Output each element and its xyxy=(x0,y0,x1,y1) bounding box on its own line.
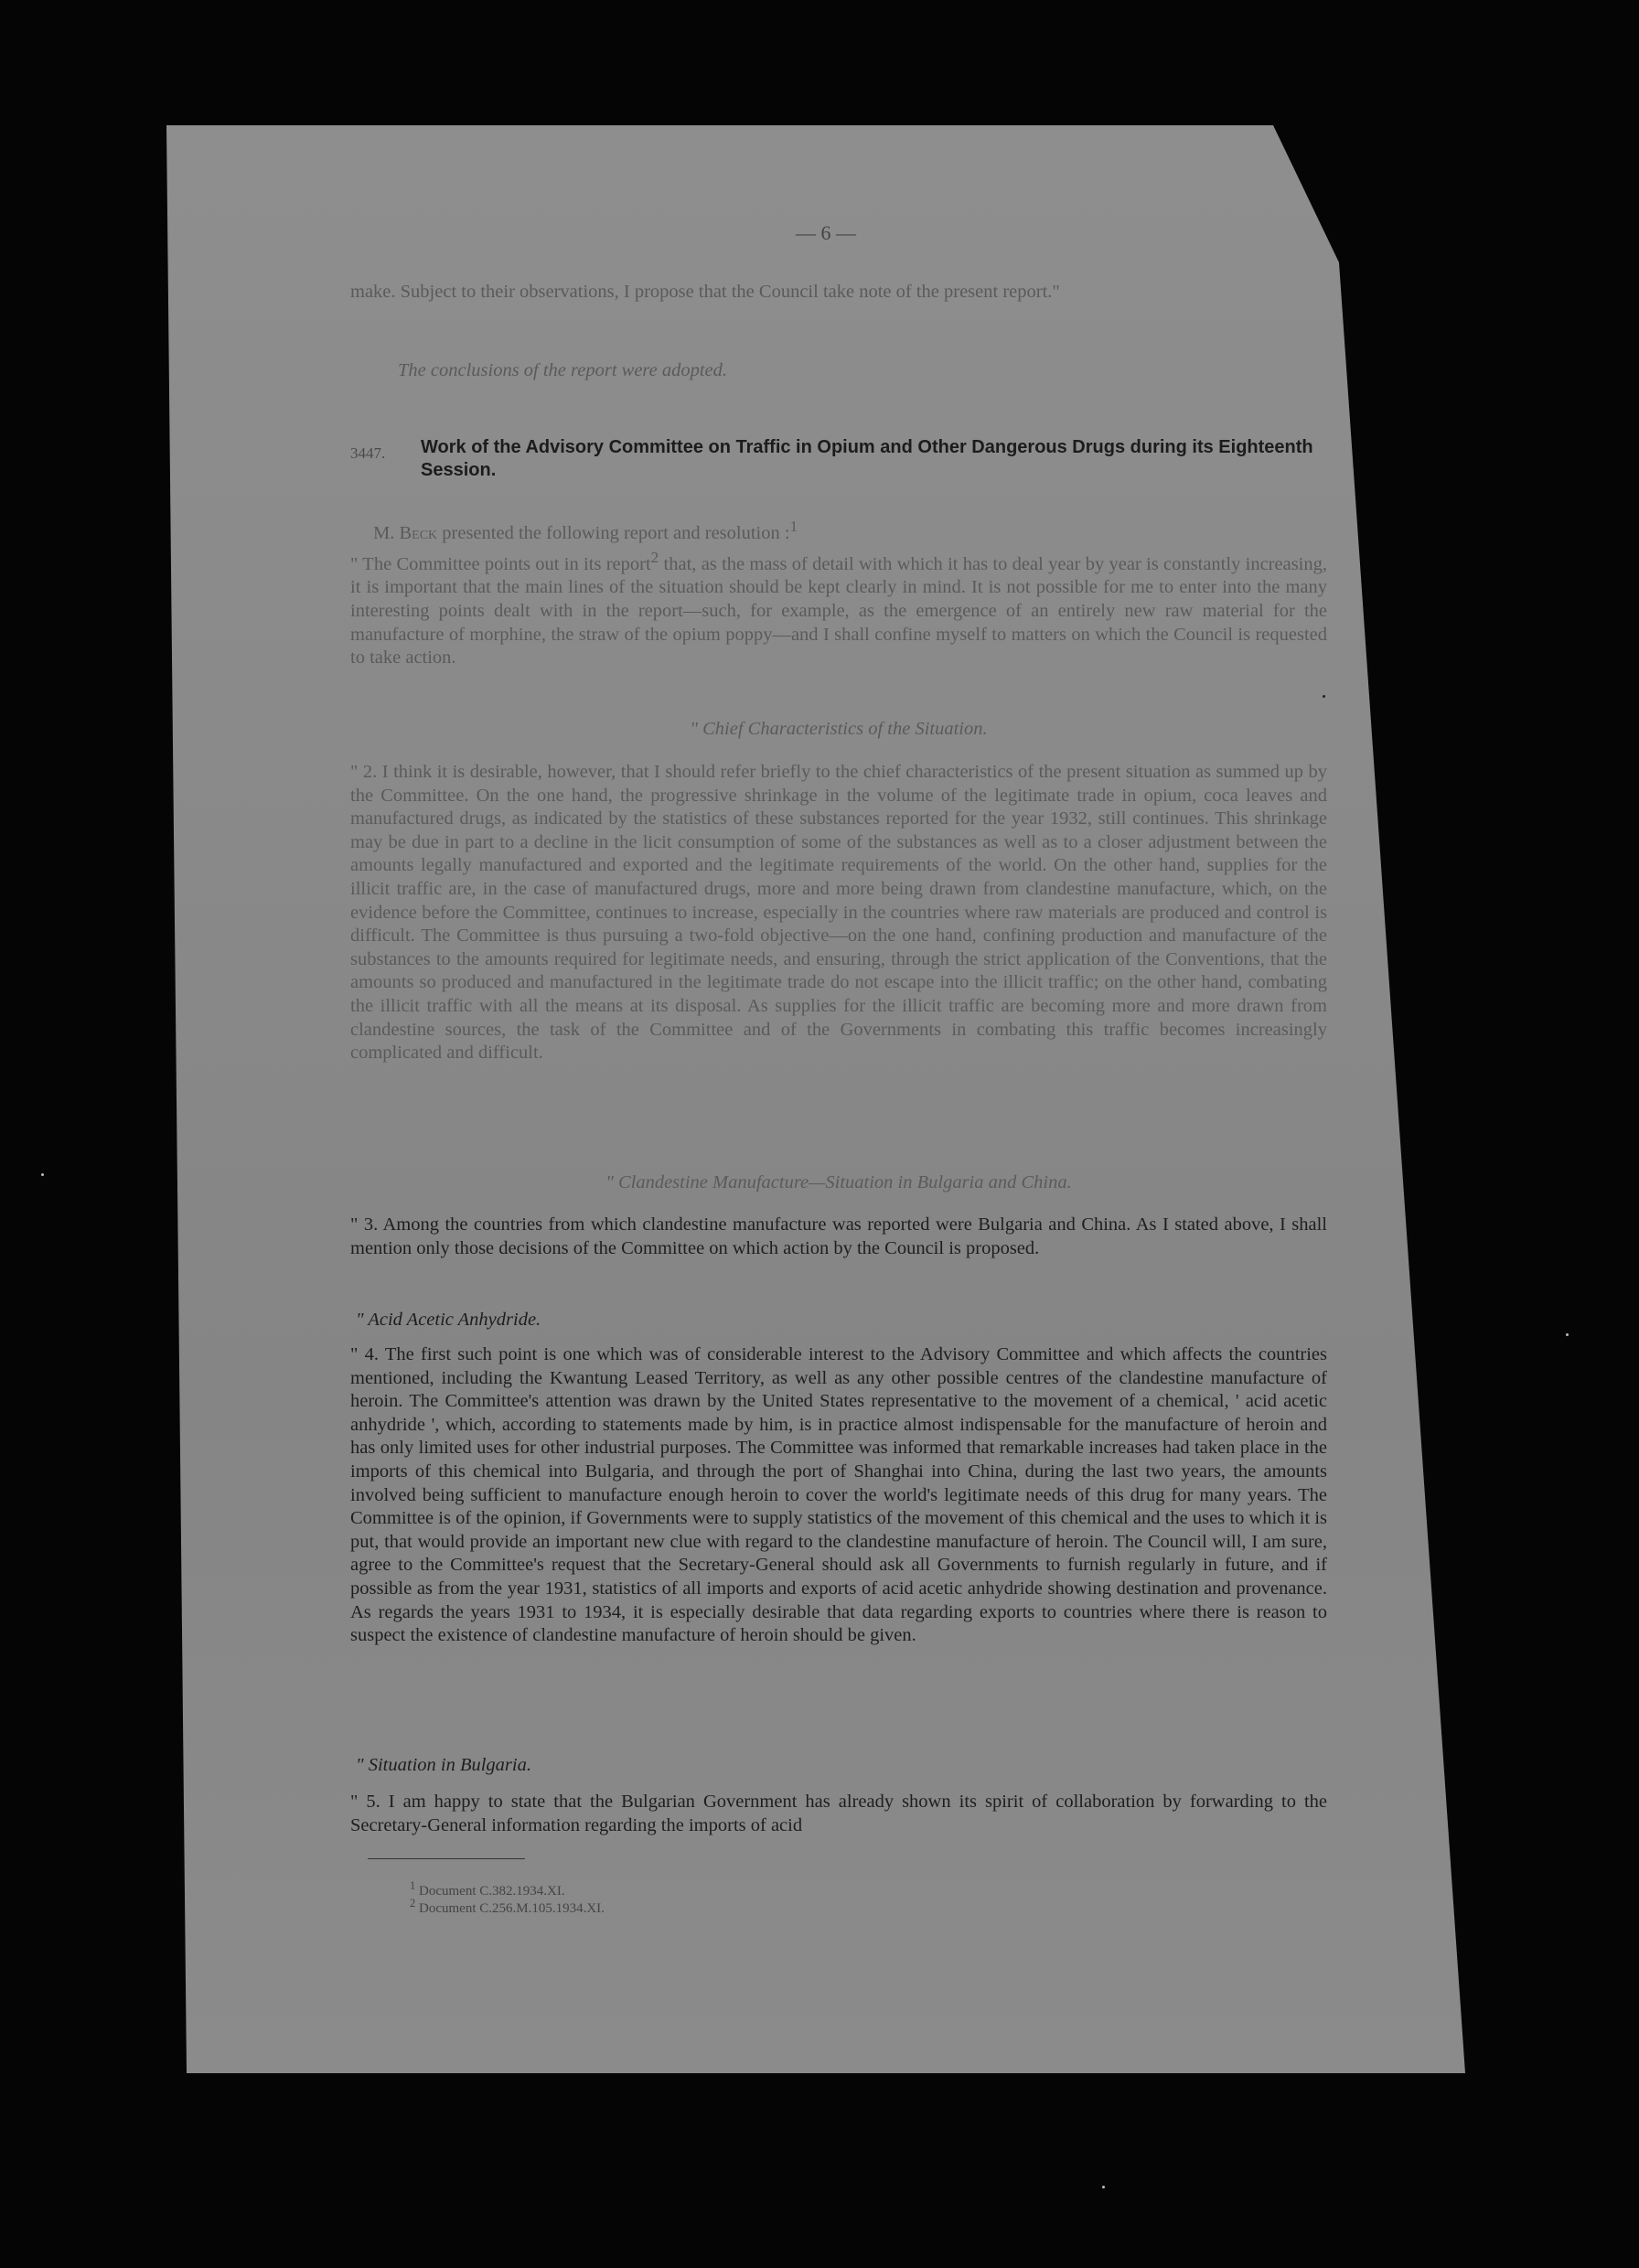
intro-paragraph: make. Subject to their observations, I propose that the Council take note of the present report." xyxy=(350,282,1060,302)
item-number: 3447. xyxy=(350,444,386,462)
opening-text-a: " The Committee points out in its report xyxy=(350,553,651,574)
footnote-rule xyxy=(368,1858,525,1859)
footnote-1-text: Document C.382.1934.XI. xyxy=(419,1884,565,1899)
presenter-name: M. Beck xyxy=(373,522,438,543)
conclusion-line: The conclusions of the report were adopted. xyxy=(398,360,728,380)
footnote-2 xyxy=(410,1897,605,1917)
page-speck xyxy=(1323,695,1325,698)
paragraph-4: " 4. The first such point is one which was of considerable interest to the Advisory Committee and which affects the countries mentioned, including the Kwantung Leased Territory, as well as any other possible centres of the clandestine manufacture of heroin. The Committee's attention was drawn by the United States representative to the movement of a chemical, ' acid acetic anhydride ', which, according to statements made by him, is in practice almost indispensable for the manufacture of heroin and has only limited uses for other industrial purposes. The Committee was informed that remarkable increases had taken place in the imports of this chemical into Bulgaria, and through the port of Shanghai into China, during the last two years, the amounts involved being sufficient to manufacture enough heroin to cover the world's legitimate needs of this drug for many years. The Committee is of the opinion, if Governments were to supply statistics of the movement of this chemical and the uses to which it is put, that would provide an important new clue with regard to the clandestine manufacture of heroin. The Council will, I am sure, agree to the Committee's request that the Secretary-General should ask all Governments to furnish regularly in future, and if possible as from the year 1931, statistics of all imports and exports of acid acetic anhydride showing destination and provenance. As regards the years 1931 to 1934, it is especially desirable that data regarding exports to countries where there is reason to suspect the existence of clandestine manufacture of heroin should be given. xyxy=(350,1344,1327,1646)
chief-characteristics-heading: " Chief Characteristics of the Situation. xyxy=(690,719,988,739)
paragraph-3: " 3. Among the countries from which clandestine manufacture was reported were Bulgaria and China. As I stated above, I shall mention only those decisions of the Committee on which action by the Council is proposed. xyxy=(350,1214,1327,1258)
opening-paragraph xyxy=(350,546,1327,670)
page-number: — 6 — xyxy=(796,221,856,244)
acid-heading: " Acid Acetic Anhydride. xyxy=(356,1310,541,1330)
footnote-2-text: Document C.256.M.105.1934.XI. xyxy=(419,1901,605,1916)
bulgaria-heading: " Situation in Bulgaria. xyxy=(356,1755,531,1775)
presenter-line xyxy=(373,515,1324,545)
film-speck xyxy=(1102,2186,1105,2188)
paragraph-2: " 2. I think it is desirable, however, that I should refer briefly to the chief characteristics of the present situation as summed up by the Committee. On the one hand, the progressive shrinkage in the volume of the legitimate trade in opium, coca leaves and manufactured drugs, as indicated by the statistics of these substances reported for the year 1932, still continues. This shrinkage may be due in part to a decline in the licit consumption of some of the substances as well as to a closer adjustment between the amounts legally manufactured and exported and the legitimate requirements of the world. On the other hand, supplies for the illicit traffic are, in the case of manufactured drugs, more and more being drawn from clandestine manufacture, which, on the evidence before the Committee, continues to increase, especially in the countries where raw materials are produced and control is difficult. The Committee is thus pursuing a two-fold objective—on the one hand, confining production and manufacture of the substances to the amounts required for legitimate needs, and ensuring, through the strict application of the Conventions, that the amounts so produced and manufactured in the legitimate trade do not escape into the illicit traffic; on the other hand, combating the illicit traffic with all the means at its disposal. As supplies for the illicit traffic are becoming more and more drawn from clandestine sources, the task of the Committee and of the Governments in combating this traffic becomes increasingly complicated and difficult. xyxy=(350,762,1327,1064)
presenter-text: presented the following report and resolution : xyxy=(442,522,790,543)
film-speck xyxy=(1566,1333,1569,1336)
clandestine-heading: " Clandestine Manufacture—Situation in Bulgaria and China. xyxy=(605,1172,1072,1193)
item-title: Work of the Advisory Committee on Traffic in Opium and Other Dangerous Drugs during its Eighteenth Session. xyxy=(421,437,1313,480)
footnote-mark-1: 1 xyxy=(789,518,798,535)
footnote-2-mark: 2 xyxy=(410,1897,416,1910)
opening-text-b: that, as the mass of detail with which it has to deal year by year is constantly increasing, it is important that the main lines of the situation should be kept clearly in mind. It is not possible for me to enter into the many interesting points dealt with in the report—such, for example, as the emergence of an entirely new raw material for the manufacture of morphine, the straw of the opium poppy—and I shall confine myself to matters on which the Council is requested to take action. xyxy=(350,553,1327,669)
film-speck xyxy=(41,1173,44,1176)
footnote-1-mark: 1 xyxy=(410,1879,416,1892)
footnote-mark-2: 2 xyxy=(650,549,659,566)
paragraph-5: " 5. I am happy to state that the Bulgarian Government has already shown its spirit of collaboration by forwarding to the Secretary-General information regarding the imports of acid xyxy=(350,1792,1327,1835)
